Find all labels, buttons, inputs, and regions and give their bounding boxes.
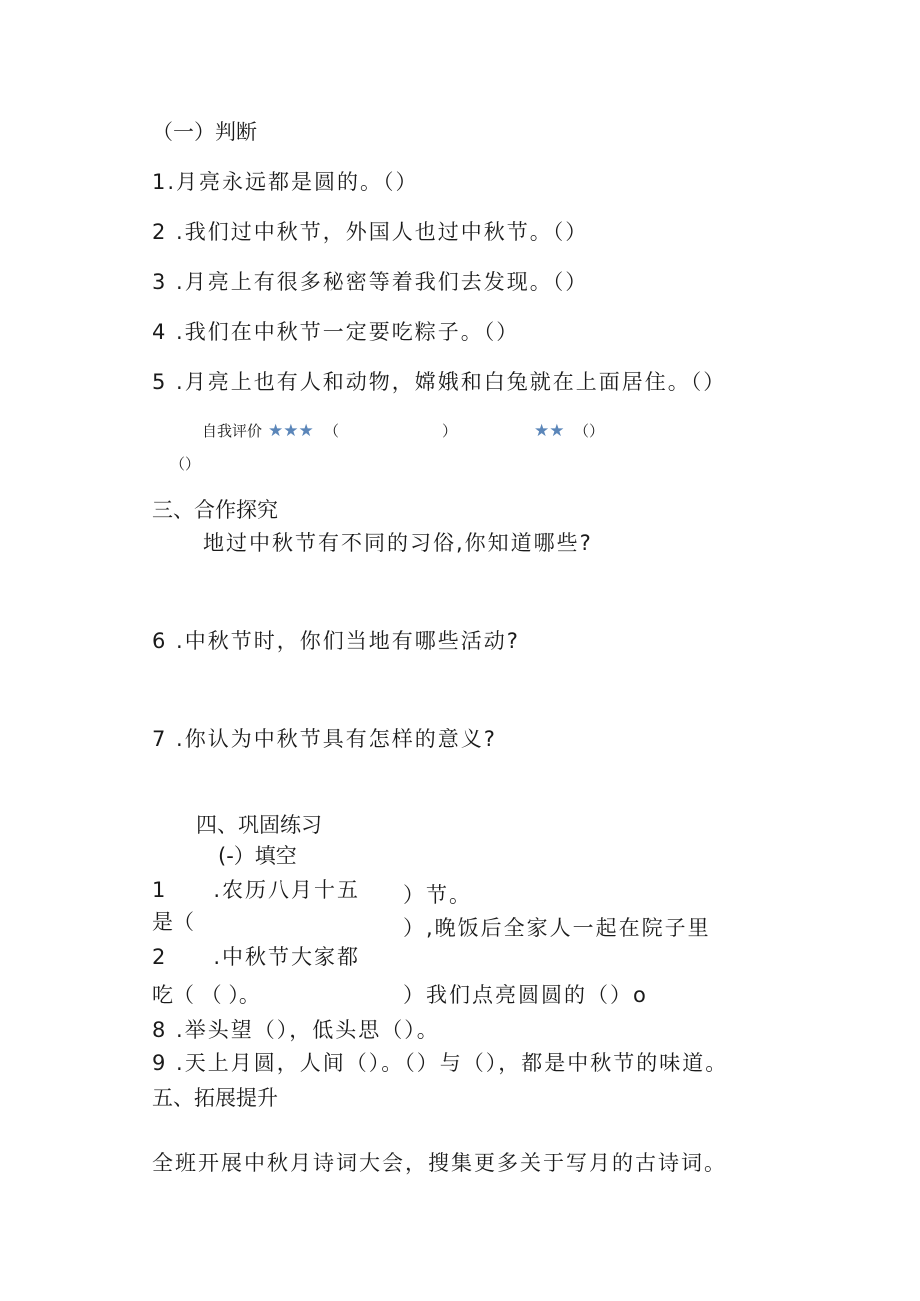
three-star-icon: ★★★ [268,421,314,441]
question-9: 9 .天上月圆，人间（）。（）与（），都是中秋节的味道。 [152,1051,729,1075]
extend-body: 全班开展中秋月诗词大会，搜集更多关于写月的古诗词。 [152,1151,727,1175]
section-practice-heading: 四、巩固练习 [196,813,322,837]
self-eval-paren-close: ） [442,422,458,440]
fill-1-tail: ）,晚饭后全家人一起在院子里 [403,916,711,940]
fill-1-start: 1 .农历八月十五 [152,878,361,902]
judge-item-3: 3 .月亮上有很多秘密等着我们去发现。（） [152,270,589,294]
question-7: 7 .你认为中秋节具有怎样的意义? [152,727,497,751]
self-eval-paren-open: （ [324,422,340,440]
fill-1-end: ）节。 [403,883,472,907]
fill-1-continued: 是（ [152,910,194,934]
self-eval-label: 自我评价 [202,422,263,440]
judge-item-1: 1.月亮永远都是圆的。（） [152,170,419,194]
self-eval-paren-pair: （） [574,422,605,440]
judge-item-2: 2 .我们过中秋节，外国人也过中秋节。（） [152,220,589,244]
cooperate-intro: 地过中秋节有不同的习俗,你知道哪些? [203,531,593,555]
question-6: 6 .中秋节时，你们当地有哪些活动? [152,629,520,653]
section-extend-heading: 五、拓展提升 [152,1086,278,1110]
self-eval-extra-paren: （） [170,455,201,473]
two-star-icon: ★★ [534,421,565,441]
judge-item-4: 4 .我们在中秋节一定要吃粽子。（） [152,320,520,344]
fill-2-continued: 吃（ （ ）。 [152,983,260,1007]
fill-blank-subheading: (-）填空 [218,844,297,868]
fill-2-start: 2 .中秋节大家都 [152,945,361,969]
fill-2-tail: ）我们点亮圆圆的（）o [403,983,648,1007]
section-cooperate-heading: 三、合作探究 [152,498,278,522]
section-judge-heading: （一）判断 [152,120,257,144]
judge-item-5: 5 .月亮上也有人和动物，嫦娥和白兔就在上面居住。（） [152,370,727,394]
question-8: 8 .举头望（），低头思（）。 [152,1018,440,1042]
